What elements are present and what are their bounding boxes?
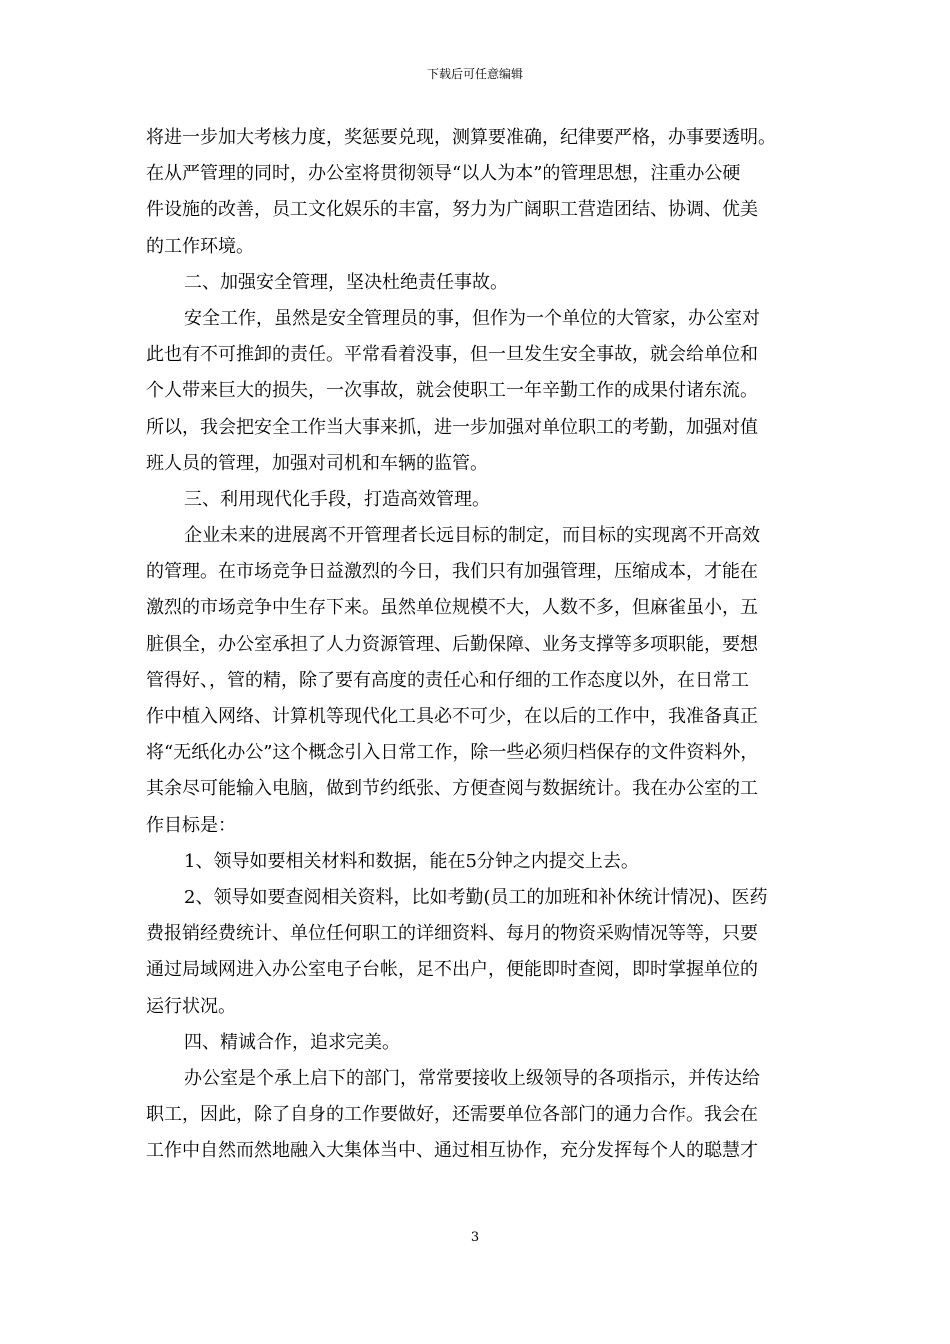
body-line: 工作中自然而然地融入大集体当中、通过相互协作，充分发挥每个人的聪慧才	[146, 1140, 758, 1162]
section-heading-3: 三、利用现代化手段，打造高效管理。	[184, 488, 490, 510]
body-line: 所以，我会把安全工作当大事来抓，进一步加强对单位职工的考勤，加强对值	[146, 416, 758, 438]
document-body	[146, 120, 810, 1169]
body-line: 班人员的管理，加强对司机和车辆的监管。	[146, 452, 488, 474]
section-heading-4: 四、精诚合作，追求完美。	[184, 1031, 400, 1053]
body-line: 办公室是个承上启下的部门，常常要接收上级领导的各项指示，并传达给	[184, 1067, 760, 1089]
body-line: 将“无纸化办公”这个概念引入日常工作，除一些必须归档保存的文件资料外，	[146, 742, 759, 764]
body-line: 将进一步加大考核力度，奖惩要兑现，测算要准确，纪律要严格，办事要透明。	[146, 127, 776, 148]
body-line: 在从严管理的同时，办公室将贯彻领导“以人为本”的管理思想，注重办公硬	[146, 163, 741, 185]
body-line: 脏俱全，办公室承担了人力资源管理、后勤保障、业务支撑等多项职能，要想	[146, 633, 758, 655]
section-heading-2: 二、加强安全管理，坚决杜绝责任事故。	[184, 271, 508, 293]
body-line: 激烈的市场竞争中生存下来。虽然单位规模不大，人数不多，但麻雀虽小，五	[146, 597, 758, 619]
body-line: 安全工作，虽然是安全管理员的事，但作为一个单位的大管家，办公室对	[184, 307, 760, 329]
body-line: 的管理。在市场竞争日益激烈的今日，我们只有加强管理，压缩成本，才能在	[146, 561, 758, 583]
body-line: 运行状况。	[146, 995, 236, 1017]
body-line: 费报销经费统计、单位任何职工的详细资料、每月的物资采购情况等等，只要	[146, 923, 758, 945]
list-item-1: 1、领导如要相关材料和数据，能在5分钟之内提交上去。	[184, 850, 639, 872]
body-line: 通过局域网进入办公室电子台帐，足不出户，便能即时查阅，即时掌握单位的	[146, 959, 758, 981]
body-line: 此也有不可推卸的责任。平常看着没事，但一旦发生安全事故，就会给单位和	[146, 344, 758, 366]
body-line: 其余尽可能输入电脑，做到节约纸张、方便查阅与数据统计。我在办公室的工	[146, 778, 758, 800]
page-header: 下载后可任意编辑	[426, 67, 523, 81]
body-line: 企业未来的进展离不开管理者长远目标的制定，而目标的实现离不开高效	[184, 525, 760, 547]
body-line: 职工，因此，除了自身的工作要做好，还需要单位各部门的通力合作。我会在	[146, 1104, 758, 1126]
list-item-2: 2、领导如要查阅相关资料，比如考勤(员工的加班和补休统计情况)、医药	[184, 886, 768, 908]
body-line: 件设施的改善，员工文化娱乐的丰富，努力为广阔职工营造团结、协调、优美	[146, 199, 758, 221]
body-line: 管得好、，管的精，除了要有高度的责任心和仔细的工作态度以外，在日常工	[146, 669, 749, 691]
body-line: 作中植入网络、计算机等现代化工具必不可少，在以后的工作中，我准备真正	[146, 706, 758, 727]
body-line: 的工作环境。	[146, 235, 254, 257]
page-number: 3	[470, 1230, 480, 1245]
body-line: 作目标是：	[146, 814, 236, 836]
body-line: 个人带来巨大的损失，一次事故，就会使职工一年辛勤工作的成果付诸东流。	[146, 380, 758, 402]
